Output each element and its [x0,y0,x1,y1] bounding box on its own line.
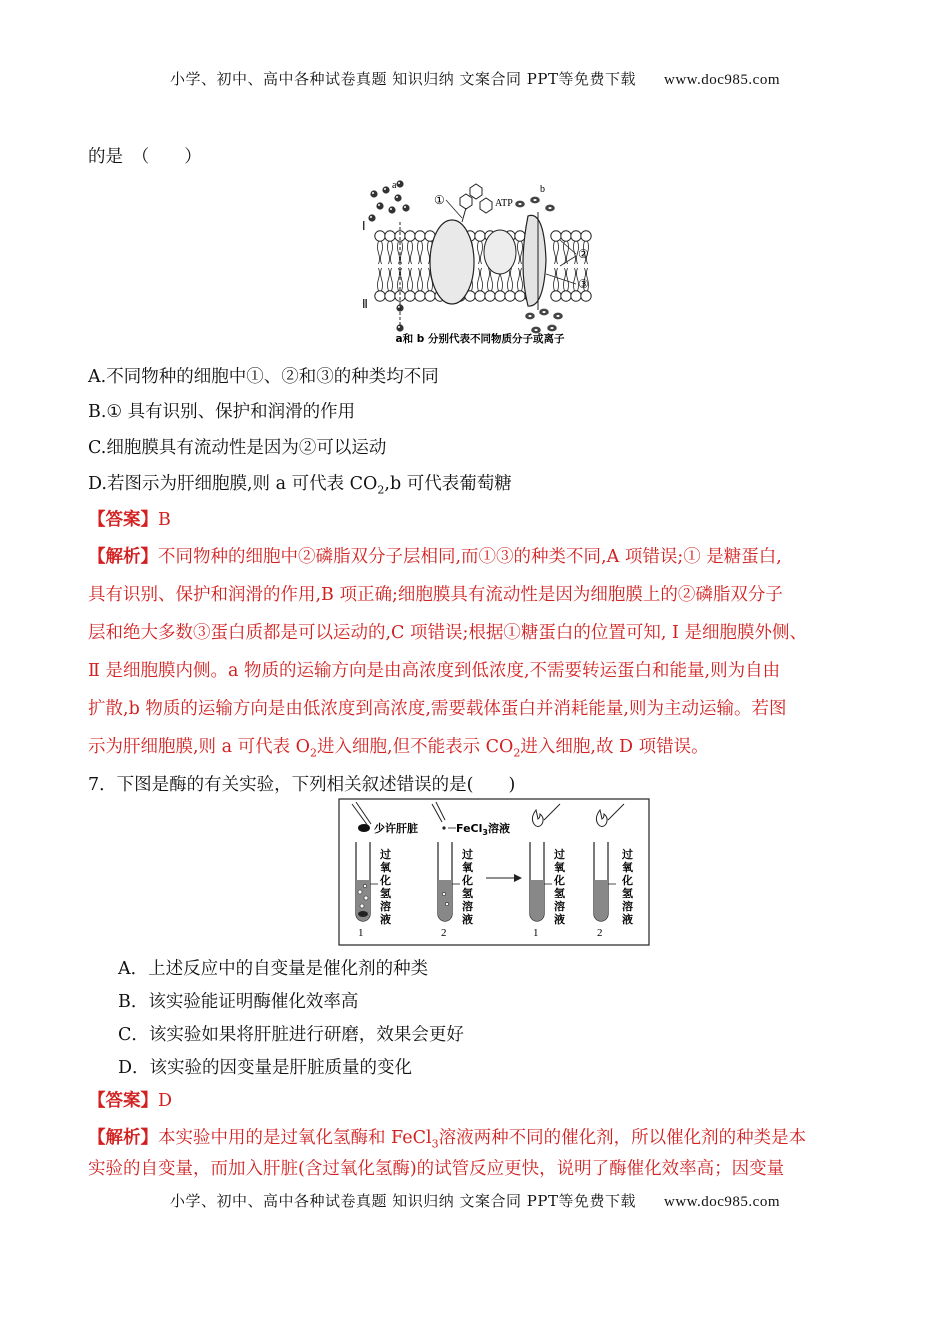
q6-option-a: A.不同物种的细胞中①、②和③的种类均不同 [88,367,439,387]
header-url[interactable]: www.doc985.com [663,72,780,88]
label-atp: ATP [495,198,513,209]
solution-label-4 [621,847,634,926]
solution-label-1 [379,847,392,926]
label-b: b [540,184,545,195]
analysis-label: 【解析】 [88,547,158,567]
svg-text:化: 化 [380,874,391,887]
svg-text:氧: 氧 [380,861,391,874]
enzyme-experiment-figure [338,798,650,948]
q7-analysis-line-2: 实验的自变量，而加入肝脏(含过氧化氢酶)的试管反应更快，说明了酶催化效率高；因变量 [88,1159,785,1179]
tube-2b-number: 2 [597,927,603,939]
tube-1-number: 1 [358,927,364,939]
glycoprotein-chain [460,184,492,222]
q6-analysis-line-6: 示为肝细胞膜,则 a 可代表 $O_2$进入细胞,但不能表示 $CO_2$进入细胞,故 D 项错误。 [88,737,709,760]
q7-analysis-line-1: 【解析】本实验中用的是过氧化氢酶和 FeCl$_3$溶液两种不同的催化剂，所以催化剂的种类是本 [88,1128,807,1151]
membrane-protein-middle [484,230,516,274]
label-circle-2: ② [578,247,589,261]
membrane-figure [360,178,600,348]
q7-option-a: A．上述反应中的自变量是催化剂的种类 [118,959,429,979]
q6-answer [88,503,878,537]
label-circle-3: ③ [578,277,589,291]
svg-text:氢: 氢 [380,887,391,900]
answer-label: 【答案】 [88,1091,158,1111]
answer-label: 【答案】 [88,510,158,530]
footer-text: 小学、初中、高中各种试卷真题 知识归纳 文案合同 PPT等免费下载 [169,1192,636,1210]
figure-caption: a和 b 分别代表不同物质分子或离子 [395,333,565,345]
q6-analysis-line-5: 扩散,b 物质的运输方向是由低浓度到高浓度,需要载体蛋白并消耗能量,则为主动运输。若图 [88,699,787,719]
svg-text:液: 液 [462,913,473,926]
q6-option-c: C.细胞膜具有流动性是因为②可以运动 [88,438,387,458]
svg-text:氢: 氢 [622,887,633,900]
svg-text:液: 液 [380,913,391,926]
membrane-protein-large [430,220,474,304]
label-side-II: Ⅱ [362,297,368,311]
channel-protein [523,215,546,306]
svg-text:液: 液 [622,913,633,926]
svg-text:氢: 氢 [462,887,473,900]
q6-analysis-line-4: Ⅱ 是细胞膜内侧。a 物质的运输方向是由高浓度到低浓度,不需要转运蛋白和能量,则为自由 [88,661,781,681]
label-fecl3: FeCl$_3$溶液 [456,822,510,837]
label-circle-1: ① [434,193,445,207]
svg-text:氧: 氧 [622,861,633,874]
svg-text:化: 化 [554,874,565,887]
svg-text:化: 化 [462,874,473,887]
label-liver: 少许肝脏 [374,822,418,835]
label-a: a [392,180,397,191]
analysis-label: 【解析】 [88,1128,158,1148]
solution-label-2 [461,847,474,926]
svg-text:氢: 氢 [554,887,565,900]
q7-option-d: D．该实验的因变量是肝脏质量的变化 [118,1058,413,1078]
svg-text:过: 过 [554,848,565,861]
label-side-I: Ⅰ [362,219,366,233]
svg-text:过: 过 [380,848,391,861]
svg-text:溶: 溶 [554,900,565,913]
header-text: 小学、初中、高中各种试卷真题 知识归纳 文案合同 PPT等免费下载 [169,70,636,88]
solution-label-3 [553,847,566,926]
q6-option-b: B.① 具有识别、保护和润滑的作用 [88,402,356,422]
svg-text:过: 过 [462,848,473,861]
tube-2-number: 2 [441,927,447,939]
q6-analysis-line-2: 具有识别、保护和润滑的作用,B 项正确;细胞膜具有流动性是因为细胞膜上的②磷脂双分子 [88,585,783,605]
svg-text:溶: 溶 [380,900,391,913]
q6-analysis-line-3: 层和绝大多数③蛋白质都是可以运动的,C 项错误;根据①糖蛋白的位置可知, Ⅰ 是细胞膜外侧、 [88,623,808,643]
page-footer [0,1190,950,1211]
q7-option-b: B．该实验能证明酶催化效率高 [118,992,359,1012]
svg-text:化: 化 [622,874,633,887]
answer-value: D [158,1091,173,1111]
svg-text:液: 液 [554,913,565,926]
phospholipid-lower [375,268,591,301]
q6-option-d: D.若图示为肝细胞膜,则 a 可代表 $CO_2,b$ 可代表葡萄糖 [88,474,512,497]
svg-text:溶: 溶 [462,900,473,913]
q7-stem: 7．下图是酶的有关实验，下列相关叙述错误的是( ) [88,775,516,795]
q6-analysis-line-1: 【解析】不同物种的细胞中②磷脂双分子层相同,而①③的种类不同,A 项错误;① 是糖蛋白, [88,547,782,567]
svg-text:过: 过 [622,848,633,861]
footer-url[interactable]: www.doc985.com [663,1194,780,1210]
answer-value: B [158,510,171,530]
q7-answer [88,1084,878,1118]
phospholipid-upper [375,231,591,264]
page-header [0,68,950,89]
svg-text:氧: 氧 [462,861,473,874]
q7-option-c: C．该实验如果将肝脏进行研磨，效果会更好 [118,1025,464,1045]
q6-stem-tail: 的是 （ ） [88,147,202,167]
tube-1b-number: 1 [533,927,539,939]
svg-text:氧: 氧 [554,861,565,874]
svg-text:溶: 溶 [622,900,633,913]
